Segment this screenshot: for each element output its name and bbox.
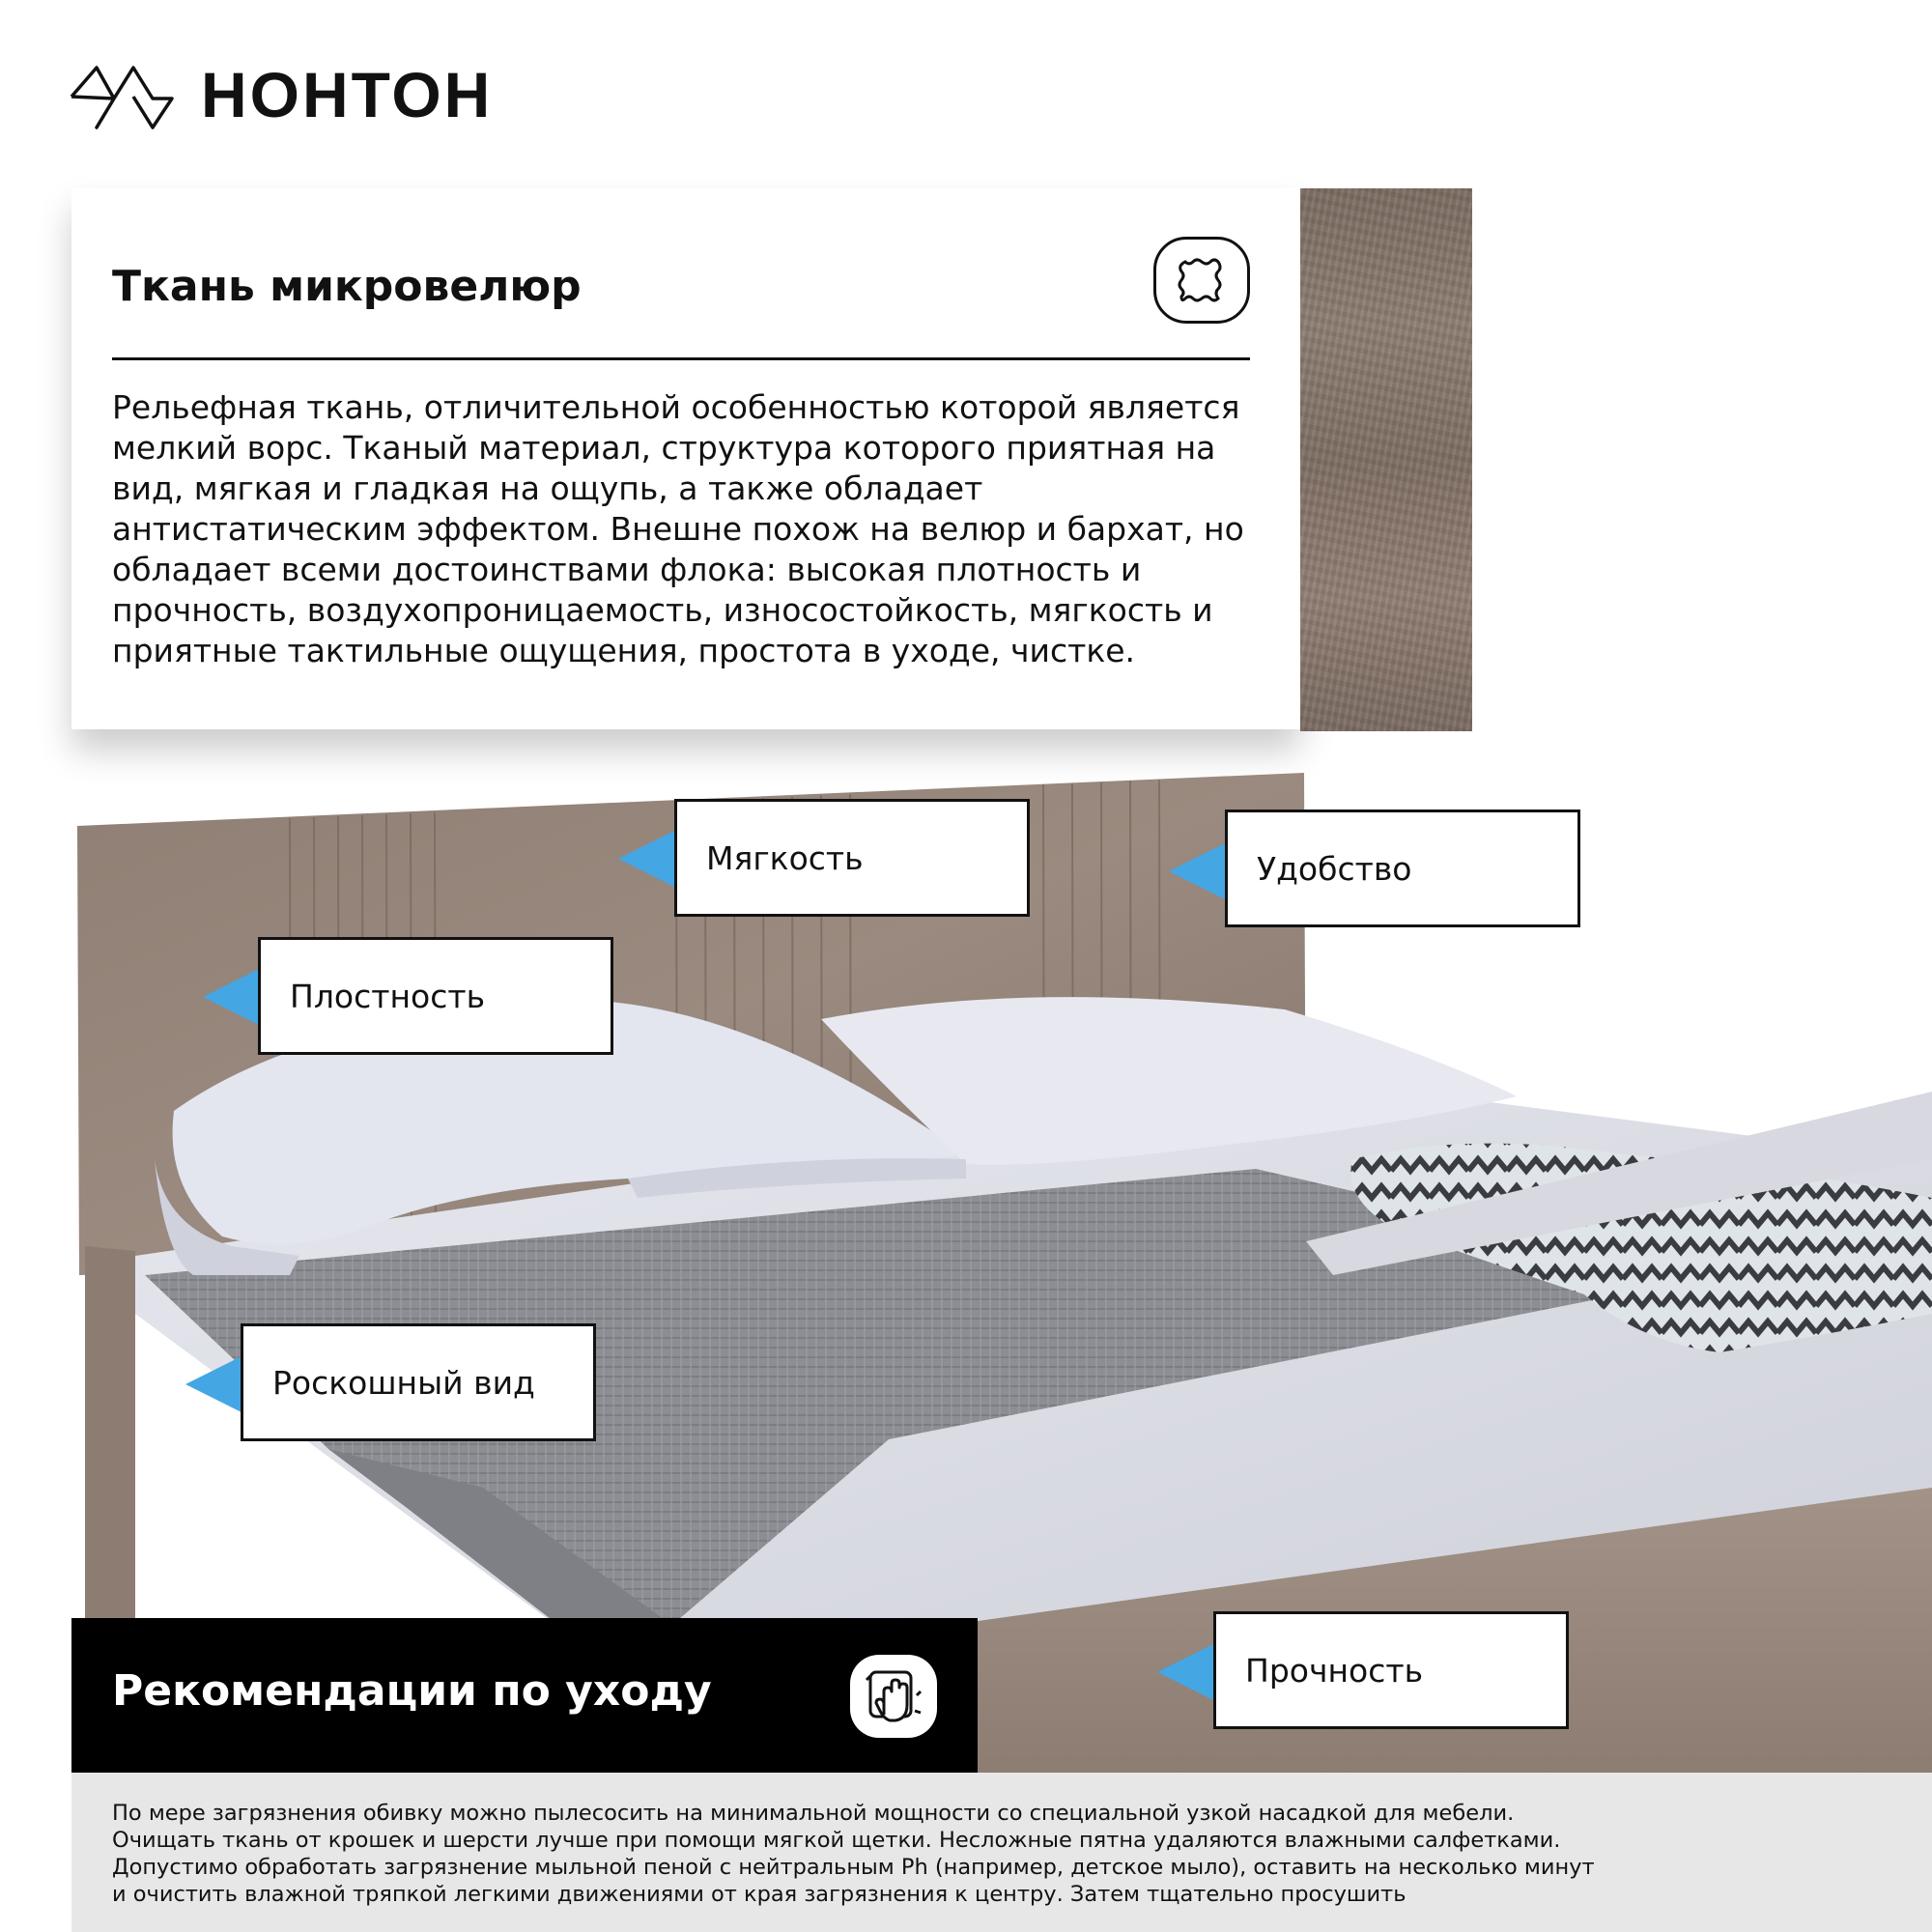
- callout-arrow: [618, 830, 676, 888]
- fabric-swatch-photo: [1300, 188, 1472, 731]
- material-title: Ткань микровелюр: [112, 262, 582, 311]
- feature-softness: [674, 799, 1030, 917]
- feature-strength: [1213, 1611, 1569, 1729]
- callout-arrow: [203, 968, 261, 1026]
- material-description: Рельефная ткань, отличительной особенностью которой является мелкий ворс. Тканый материал, структура которого приятная на вид, мягкая и гладкая на ощупь, а также обладает антистатическим эффектом. Внешне похож на велюр и бархат, но обладает всеми достоинствами флока: высокая плотность и прочность, воздухопроницаемость, износостойкость, мягкость и приятные тактильные ощущения, простота в уходе, чистке.: [112, 388, 1244, 669]
- material-card: [71, 188, 1300, 729]
- feature-density: [258, 937, 613, 1055]
- feature-label: Плостность: [290, 977, 486, 1015]
- callout-arrow: [185, 1355, 243, 1413]
- title-divider: [112, 357, 1250, 360]
- feature-label: Роскошный вид: [272, 1363, 535, 1402]
- hnt-geometric-logo-icon: [70, 60, 174, 129]
- feature-comfort: [1225, 810, 1580, 927]
- feature-label: Прочность: [1245, 1651, 1424, 1690]
- brand-logo: [70, 56, 493, 133]
- brand-name: НОНТОН: [201, 59, 494, 130]
- callout-arrow: [1157, 1643, 1215, 1701]
- care-header: [71, 1618, 978, 1773]
- feature-label: Мягкость: [706, 838, 864, 877]
- care-instructions-box: [71, 1773, 1932, 1932]
- callout-arrow: [1169, 842, 1227, 900]
- care-instructions: По мере загрязнения обивку можно пылесосить на минимальной мощности со специальной узкой насадкой для мебели. Очищать ткань от крошек и шерсти лучше при помощи мягкой щетки. Несложные пятна удаляются влажными салфетками. Допустимо обработать загрязнение мыльной пеной с нейтральным Ph (например, детское мыло), оставить на несколько минут и очистить влажной тряпкой легкими движениями от края загрязнения к центру. Затем тщательно просушить: [112, 1801, 1595, 1907]
- cleaning-hand-icon: [850, 1655, 937, 1738]
- feature-luxury: [241, 1323, 596, 1441]
- feature-label: Удобство: [1257, 849, 1412, 888]
- fabric-swatch-icon: [1153, 237, 1250, 324]
- care-title: Рекомендации по уходу: [112, 1666, 712, 1716]
